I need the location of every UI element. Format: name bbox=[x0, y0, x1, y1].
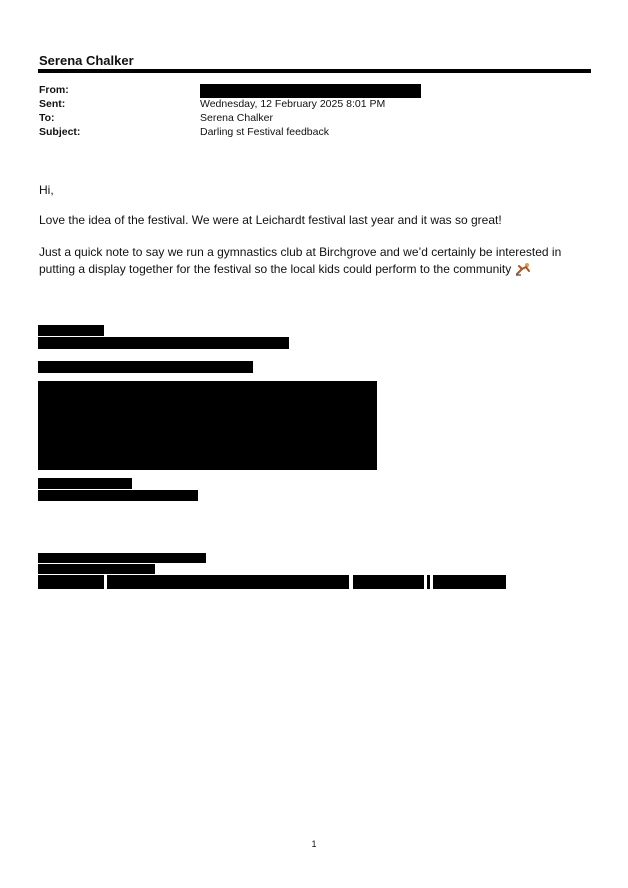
redaction-block bbox=[38, 575, 104, 589]
from-redaction bbox=[200, 84, 421, 98]
from-label: From: bbox=[39, 84, 69, 96]
redaction-block bbox=[38, 564, 155, 574]
gymnast-icon bbox=[515, 262, 531, 276]
greeting: Hi, bbox=[39, 183, 54, 197]
paragraph-2-line-2: putting a display together for the festival so the local kids could perform to the community bbox=[39, 262, 512, 276]
to-value: Serena Chalker bbox=[200, 112, 273, 124]
redaction-block bbox=[38, 553, 206, 563]
sent-label: Sent: bbox=[39, 98, 66, 110]
subject-label: Subject: bbox=[39, 126, 81, 138]
redaction-block bbox=[353, 575, 424, 589]
redaction-block bbox=[433, 575, 506, 589]
paragraph-1: Love the idea of the festival. We were at Leichardt festival last year and it was so great! bbox=[39, 213, 502, 227]
page-number: 1 bbox=[311, 839, 317, 849]
redaction-block bbox=[38, 478, 132, 489]
subject-value: Darling st Festival feedback bbox=[200, 126, 329, 138]
redaction-block bbox=[38, 337, 289, 349]
redaction-block bbox=[107, 575, 349, 589]
paragraph-2 bbox=[39, 244, 599, 278]
redaction-block bbox=[38, 325, 104, 336]
redaction-block bbox=[427, 575, 430, 589]
to-label: To: bbox=[39, 112, 55, 124]
redaction-block bbox=[38, 361, 253, 373]
paragraph-2-line-1: Just a quick note to say we run a gymnastics club at Birchgrove and we’d certainly be interested in bbox=[39, 245, 562, 259]
redaction-block bbox=[38, 381, 377, 470]
header-rule bbox=[38, 69, 591, 73]
sender-name: Serena Chalker bbox=[39, 53, 134, 68]
redaction-block bbox=[38, 490, 198, 501]
sent-value: Wednesday, 12 February 2025 8:01 PM bbox=[200, 98, 386, 110]
